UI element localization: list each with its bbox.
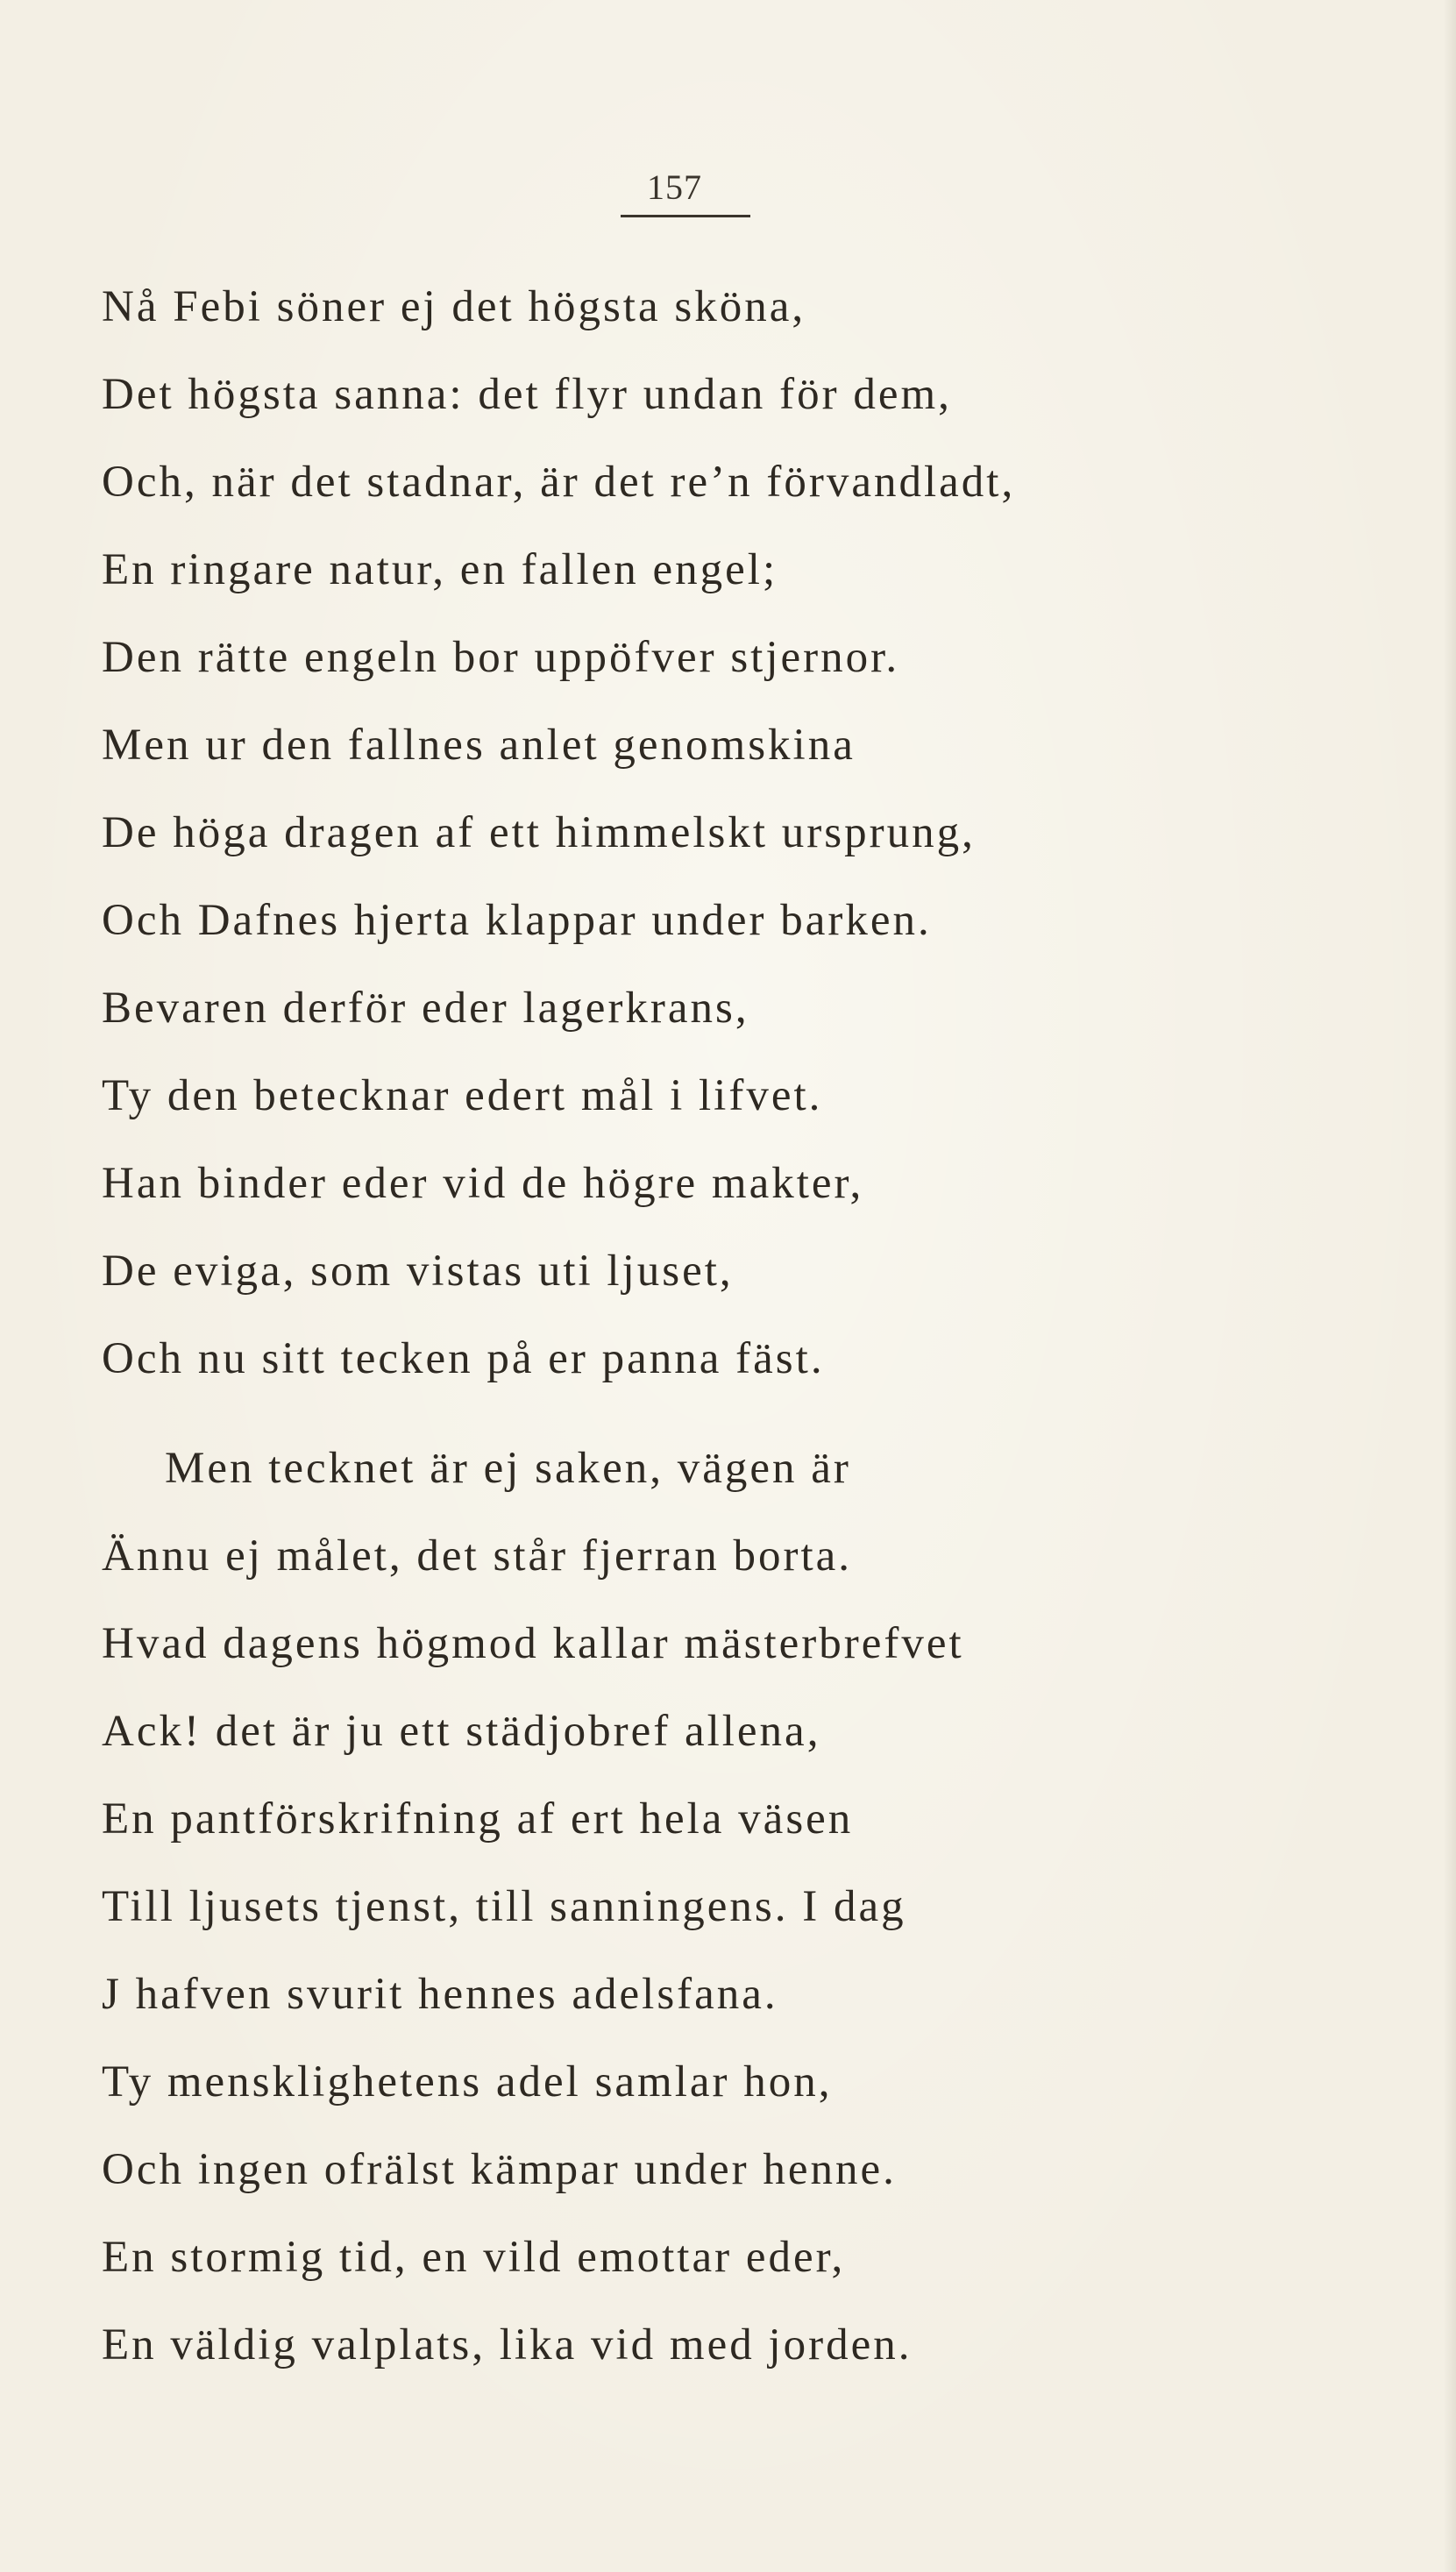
verse-line: Nå Febi söner ej det högsta sköna, bbox=[102, 282, 806, 331]
verse-line: Bevaren derför eder lagerkrans, bbox=[102, 984, 749, 1033]
verse-line: En pantförskrifning af ert hela väsen bbox=[102, 1794, 854, 1844]
verse-line: Ack! det är ju ett städjobref allena, bbox=[102, 1707, 821, 1756]
stanza-2 bbox=[102, 1425, 964, 2389]
verse-line: Ty mensklighetens adel samlar hon, bbox=[102, 2057, 833, 2107]
verse-line: Till ljusets tjenst, till sanningens. I dag bbox=[102, 1882, 906, 1931]
verse-line: Hvad dagens högmod kallar mästerbrefvet bbox=[102, 1619, 964, 1668]
verse-line: Det högsta sanna: det flyr undan för dem, bbox=[102, 370, 952, 419]
page-edge-shadow bbox=[1444, 0, 1456, 2572]
verse-line: Och nu sitt tecken på er panna fäst. bbox=[102, 1334, 825, 1383]
verse-line: De eviga, som vistas uti ljuset, bbox=[102, 1247, 734, 1296]
stanza-1 bbox=[102, 263, 1015, 1403]
verse-line: Och, när det stadnar, är det re’n förvandladt, bbox=[102, 458, 1016, 507]
verse-line: Men tecknet är ej saken, vägen är bbox=[165, 1444, 851, 1493]
verse-line: Han binder eder vid de högre makter, bbox=[102, 1159, 864, 1208]
verse-line: Men ur den fallnes anlet genomskina bbox=[102, 721, 856, 770]
verse-line: En stormig tid, en vild emottar eder, bbox=[102, 2233, 846, 2282]
verse-line: En ringare natur, en fallen engel; bbox=[102, 545, 778, 594]
verse-line: En väldig valplats, lika vid med jorden. bbox=[102, 2320, 913, 2370]
verse-line: Ty den betecknar edert mål i lifvet. bbox=[102, 1071, 823, 1120]
verse-line: Den rätte engeln bor uppöfver stjernor. bbox=[102, 633, 900, 682]
verse-line: Och Dafnes hjerta klappar under barken. bbox=[102, 896, 932, 945]
verse-line: J hafven svurit hennes adelsfana. bbox=[102, 1970, 778, 2019]
page-number: 157 bbox=[647, 167, 702, 207]
verse-line: Och ingen ofrälst kämpar under henne. bbox=[102, 2145, 897, 2194]
verse-line: Ännu ej målet, det står fjerran borta. bbox=[102, 1531, 853, 1581]
verse-line: De höga dragen af ett himmelskt ursprung, bbox=[102, 808, 976, 857]
page-number-rule bbox=[621, 215, 750, 217]
